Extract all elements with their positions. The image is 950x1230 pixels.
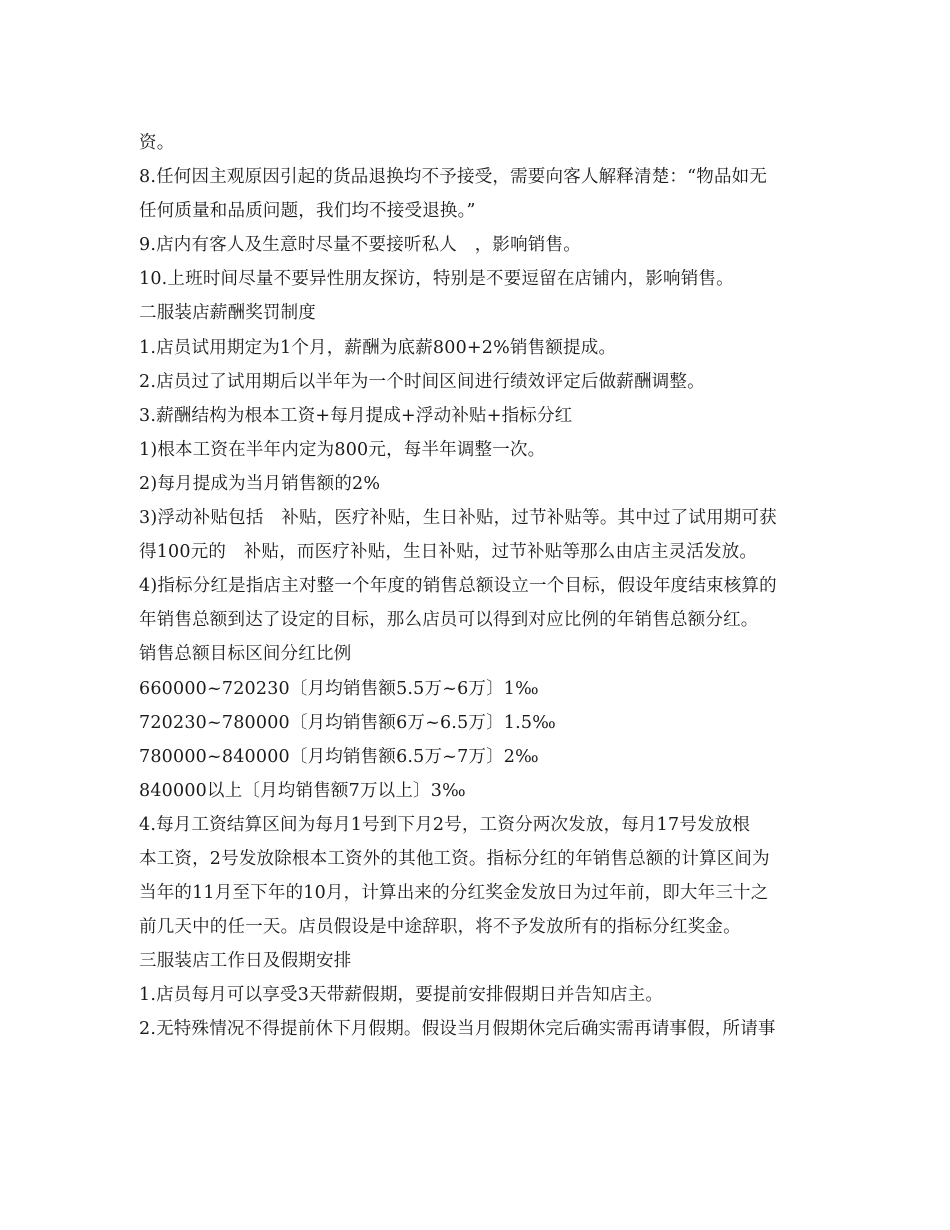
text-line: 8.任何因主观原因引起的货品退换均不予接受，需要向客人解释清楚：“物品如无 — [139, 167, 768, 188]
text-line: 3.薪酬结构为根本工资+每月提成+浮动补贴+指标分红 — [139, 405, 573, 426]
text-line: 2)每月提成为当月销售额的2% — [139, 473, 381, 494]
section-heading: 三服装店工作日及假期安排 — [139, 951, 352, 972]
document-body — [139, 126, 819, 1047]
text-line: 1)根本工资在半年内定为800元，每半年调整一次。 — [139, 439, 546, 460]
text-line: 9.店内有客人及生意时尽量不要接听私人 ，影响销售。 — [139, 235, 581, 256]
text-line: 4.每月工资结算区间为每月1号到下月2号，工资分两次发放，每月17号发放根 — [139, 814, 751, 835]
text-line: 2.无特殊情况不得提前休下月假期。假设当月假期休完后确实需再请事假，所请事 — [139, 1019, 776, 1040]
text-line: 年销售总额到达了设定的目标，那么店员可以得到对应比例的年销售总额分红。 — [139, 610, 759, 631]
text-line: 得100元的 补贴，而医疗补贴，生日补贴，过节补贴等那么由店主灵活发放。 — [139, 542, 758, 563]
text-line: 当年的11月至下年的10月，计算出来的分红奖金发放日为过年前，即大年三十之 — [139, 883, 769, 904]
text-line: 4)指标分红是指店主对整一个年度的销售总额设立一个目标，假设年度结束核算的 — [139, 576, 777, 597]
text-line: 660000~720230〔月均销售额5.5万~6万〕1‰ — [139, 678, 539, 699]
text-line: 840000以上〔月均销售额7万以上〕3‰ — [139, 780, 466, 801]
text-line: 本工资，2号发放除根本工资外的其他工资。指标分红的年销售总额的计算区间为 — [139, 848, 770, 869]
section-heading: 二服装店薪酬奖罚制度 — [139, 303, 316, 324]
text-line: 2.店员过了试用期后以半年为一个时间区间进行绩效评定后做薪酬调整。 — [139, 371, 705, 392]
text-line: 资。 — [139, 133, 175, 153]
text-line: 1.店员试用期定为1个月，薪酬为底薪800+2%销售额提成。 — [139, 337, 617, 358]
text-line: 1.店员每月可以享受3天带薪假期，要提前安排假期日并告知店主。 — [139, 985, 664, 1006]
text-line: 前几天中的任一天。店员假设是中途辞职，将不予发放所有的指标分红奖金。 — [139, 917, 741, 938]
text-line: 销售总额目标区间分红比例 — [139, 644, 352, 665]
text-line: 10.上班时间尽量不要异性朋友探访，特别是不要逗留在店铺内，影响销售。 — [139, 269, 734, 290]
text-line: 任何质量和品质问题，我们均不接受退换。” — [139, 201, 476, 222]
text-line: 720230~780000〔月均销售额6万~6.5万〕1.5‰ — [139, 712, 556, 733]
text-line: 3)浮动补贴包括 补贴，医疗补贴，生日补贴，过节补贴等。其中过了试用期可获 — [139, 508, 777, 529]
text-line: 780000~840000〔月均销售额6.5万~7万〕2‰ — [139, 746, 539, 767]
